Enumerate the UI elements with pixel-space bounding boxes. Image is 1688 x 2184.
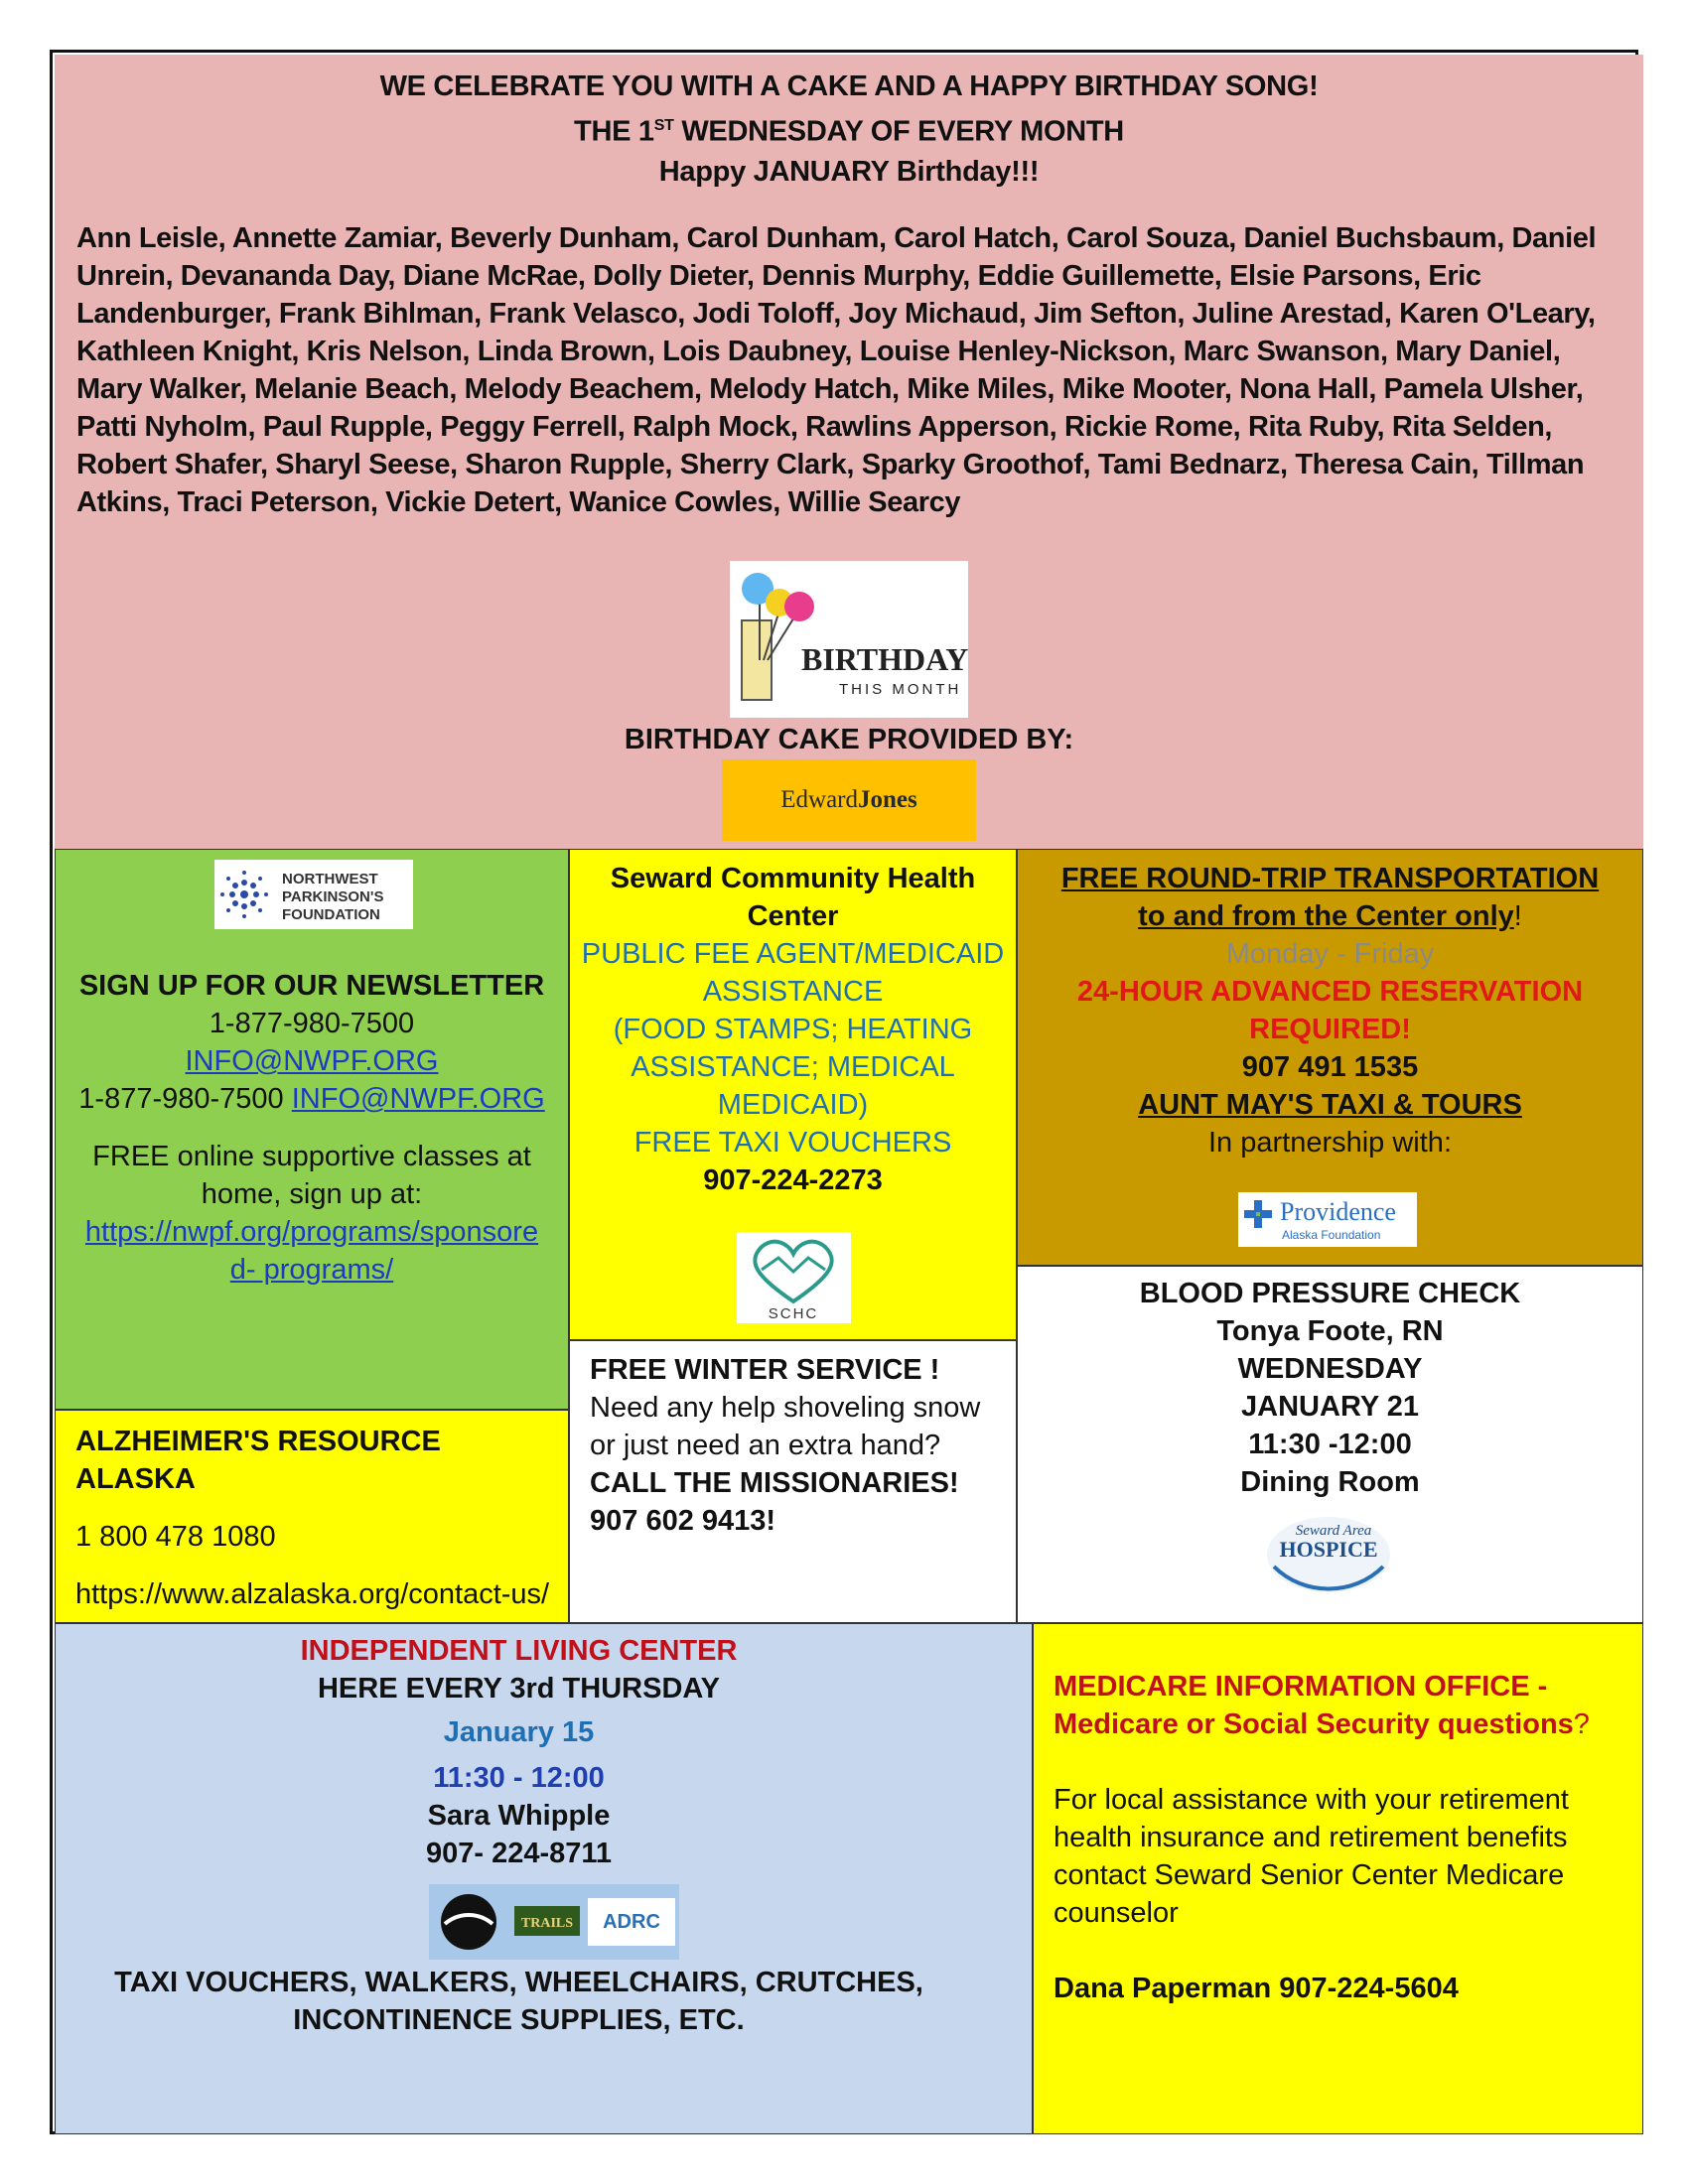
adrc-logo: ADRC	[603, 1911, 660, 1933]
bp-day: WEDNESDAY	[1237, 1353, 1423, 1385]
nwpf-url-link[interactable]: https://nwpf.org/programs/sponsore	[84, 1216, 539, 1248]
transport-sub: to and from the Center only!	[1138, 900, 1522, 932]
svg-text:SCHC: SCHC	[768, 1305, 819, 1322]
schc-logo	[737, 1232, 851, 1323]
alzheimers-section	[55, 1410, 569, 1623]
transport-phone: 907 491 1535	[1241, 1051, 1419, 1083]
providence-logo	[1238, 1192, 1417, 1247]
independent-living-section	[55, 1623, 1033, 2134]
blood-pressure-section	[1017, 1266, 1643, 1623]
alzheimers-title: ALZHEIMER'S RESOURCE ALASKA	[75, 1426, 441, 1495]
birthday-header	[55, 67, 1643, 192]
transport-required: REQUIRED!	[1249, 1014, 1411, 1045]
medicare-subtitle: Medicare or Social Security questions?	[1054, 1708, 1590, 1740]
winter-body: Need any help shoveling snow or just need an extra hand?	[590, 1392, 981, 1461]
schc-line2: ASSISTANCE	[702, 976, 884, 1008]
bp-nurse: Tonya Foote, RN	[1216, 1315, 1444, 1347]
winter-service-section	[569, 1340, 1017, 1623]
nwpf-url-link-cont[interactable]: d- programs/	[229, 1254, 394, 1286]
svg-text:Seward Area: Seward Area	[1295, 1523, 1372, 1539]
ilc-logos	[429, 1884, 679, 1960]
birthday-line3: Happy JANUARY Birthday!!!	[658, 155, 1040, 188]
medicare-contact: Dana Paperman 907-224-5604	[1054, 1973, 1459, 2004]
birthday-section	[55, 55, 1643, 849]
nwpf-content	[56, 967, 568, 1289]
winter-phone: 907 602 9413!	[590, 1505, 776, 1537]
nwpf-phone: 1-877-980-7500	[209, 1008, 415, 1039]
ilc-sub: HERE EVERY 3rd THURSDAY	[317, 1673, 721, 1705]
ilc-time: 11:30 - 12:00	[433, 1762, 605, 1794]
svg-text:PARKINSON'S: PARKINSON'S	[282, 888, 384, 905]
schc-line5: MEDICAID)	[717, 1089, 869, 1121]
birthday-line2: THE 1ST WEDNESDAY OF EVERY MONTH	[574, 115, 1124, 148]
bp-place: Dining Room	[1240, 1466, 1420, 1498]
schc-line6: FREE TAXI VOUCHERS	[633, 1127, 952, 1159]
transport-company: AUNT MAY'S TAXI & TOURS	[1138, 1089, 1522, 1121]
birthdays-logo-text: BIRTHDAYS	[801, 641, 968, 677]
svg-text:FOUNDATION: FOUNDATION	[282, 906, 380, 923]
schc-title-cont: Center	[747, 900, 839, 932]
ilc-items: TAXI VOUCHERS, WALKERS, WHEELCHAIRS, CRUTCHES,	[114, 1967, 923, 1998]
ilc-items-cont: INCONTINENCE SUPPLIES, ETC.	[293, 2004, 745, 2036]
schc-line4: ASSISTANCE; MEDICAL	[631, 1051, 955, 1083]
schc-line3: (FOOD STAMPS; HEATING	[613, 1014, 973, 1045]
transport-days: Monday - Friday	[1225, 938, 1435, 970]
transport-reservation: 24-HOUR ADVANCED RESERVATION	[1076, 976, 1584, 1008]
medicare-section	[1033, 1623, 1643, 2134]
trails-logo: TRAILS	[520, 1916, 574, 1931]
nwpf-logo	[214, 860, 413, 929]
ilc-date: January 15	[443, 1716, 595, 1748]
winter-call: CALL THE MISSIONARIES!	[590, 1467, 959, 1499]
bp-title: BLOOD PRESSURE CHECK	[1139, 1278, 1521, 1309]
svg-text:NORTHWEST: NORTHWEST	[282, 871, 378, 887]
svg-text:HOSPICE: HOSPICE	[1279, 1537, 1378, 1562]
ilc-contact-name: Sara Whipple	[427, 1800, 611, 1832]
medicare-body: For local assistance with your retirement health insurance and retirement benefits contact Seward Senior Center Medicare counselor	[1054, 1784, 1569, 1929]
birthday-names: Ann Leisle, Annette Zamiar, Beverly Dunham, Carol Dunham, Carol Hatch, Carol Souza, Daniel Buchsbaum, Daniel Unrein, Devananda Day, Diane McRae, Dolly Dieter, Dennis Murphy, Eddie Guillemette, Elsie Parsons, Eric Landenburger, Frank Bihlman, Frank Velasco, Jodi Toloff, Joy Michaud, Jim Sefton, Juline Arestad, Karen O'Leary, Kathleen Knight, Kris Nelson, Linda Brown, Lois Daubney, Louise Henley-Nickson, Marc Swanson, Mary Daniel, Mary Walker, Melanie Beach, Melody Beachem, Melody Hatch, Mike Miles, Mike Mooter, Nona Hall, Pamela Ulsher, Patti Nyholm, Paul Rupple, Peggy Ferrell, Ralph Mock, Rawlins Apperson, Rickie Rome, Rita Ruby, Rita Selden, Robert Shafer, Sharyl Seese, Sharon Rupple, Sherry Clark, Sparky Groothof, Tami Bednarz, Theresa Cain, Tillman Atkins, Traci Peterson, Vickie Detert, Wanice Cowles, Willie Searcy	[76, 222, 1597, 518]
edward-jones-logo: Edward Jones	[722, 759, 976, 841]
birthdays-logo-subtext: THIS MONTH	[839, 681, 962, 698]
transportation-section	[1017, 849, 1643, 1266]
alzheimers-url: https://www.alzalaska.org/contact-us/	[75, 1578, 550, 1610]
newsletter-title: SIGN UP FOR OUR NEWSLETTER	[78, 970, 545, 1002]
nwpf-email-link[interactable]: INFO@NWPF.ORG	[185, 1045, 439, 1077]
nwpf-phone-email: 1-877-980-7500 INFO@NWPF.ORG	[78, 1083, 545, 1115]
svg-text:Alaska Foundation: Alaska Foundation	[1282, 1228, 1381, 1242]
ilc-title: INDEPENDENT LIVING CENTER	[300, 1635, 738, 1667]
cake-provided-by: BIRTHDAY CAKE PROVIDED BY:	[624, 724, 1074, 755]
nwpf-email-link-2[interactable]: INFO@NWPF.ORG	[291, 1083, 545, 1115]
schc-phone: 907-224-2273	[703, 1164, 883, 1196]
nwpf-section	[55, 849, 569, 1410]
hospice-logo	[1264, 1505, 1393, 1596]
transport-title: FREE ROUND-TRIP TRANSPORTATION	[1060, 863, 1600, 894]
svg-text:Providence: Providence	[1280, 1197, 1396, 1226]
bp-date: JANUARY 21	[1241, 1391, 1419, 1423]
birthday-line1: WE CELEBRATE YOU WITH A CAKE AND A HAPPY BIRTHDAY SONG!	[379, 70, 1319, 102]
winter-title: FREE WINTER SERVICE !	[590, 1354, 940, 1386]
schc-line1: PUBLIC FEE AGENT/MEDICAID	[581, 938, 1005, 970]
schc-section	[569, 849, 1017, 1340]
bp-time: 11:30 -12:00	[1248, 1429, 1412, 1460]
alzheimers-phone: 1 800 478 1080	[75, 1521, 276, 1553]
medicare-title: MEDICARE INFORMATION OFFICE -	[1054, 1671, 1548, 1703]
ilc-phone: 907- 224-8711	[425, 1838, 613, 1869]
schc-title: Seward Community Health	[610, 863, 976, 894]
transport-partner: In partnership with:	[1207, 1127, 1452, 1159]
nwpf-classes: FREE online supportive classes at home, sign up at:	[92, 1141, 531, 1210]
birthdays-logo	[730, 561, 968, 718]
